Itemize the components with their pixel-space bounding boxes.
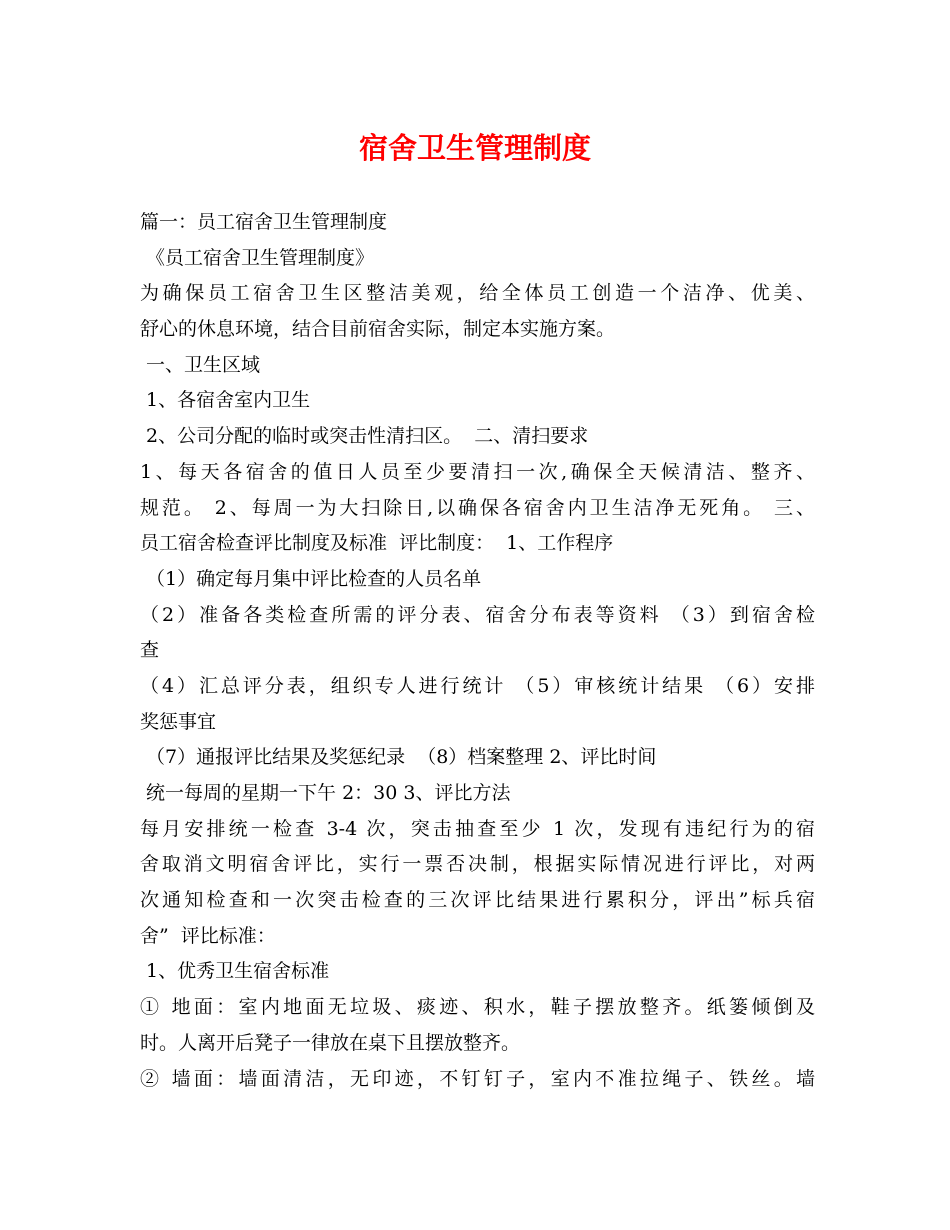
text-line: 员工宿舍检查评比制度及标准 评比制度： 1、工作程序 [140,532,614,555]
text-line: （1）确定每月集中评比检查的人员名单 [140,567,482,590]
text-line: 查 [140,639,160,662]
document-title: 宿舍卫生管理制度 [358,131,591,165]
text-line: ② 墙面：墙面清洁，无印迹，不钉钉子，室内不准拉绳子、铁丝。墙 [140,1067,815,1090]
text-line: 篇一：员工宿舍卫生管理制度 [140,211,388,233]
text-line: 《员工宿舍卫生管理制度》 [140,246,375,269]
text-line: 舍取消文明宿舍评比，实行一票否决制，根据实际情况进行评比，对两 [140,853,815,876]
text-line: 1、每天各宿舍的值日人员至少要清扫一次,确保全天候清洁、整齐、 [140,460,815,483]
text-line: （2）准备各类检查所需的评分表、宿舍分布表等资料 （3）到宿舍检 [140,603,815,626]
text-line: 次通知检查和一次突击检查的三次评比结果进行累积分，评出”标兵宿 [140,889,815,912]
text-line: 为确保员工宿舍卫生区整洁美观，给全体员工创造一个洁净、优美、 [140,282,815,305]
text-line: 每月安排统一检查 3-4 次，突击抽查至少 1 次，发现有违纪行为的宿 [140,817,815,840]
text-line: （4）汇总评分表，组织专人进行统计 （5）审核统计结果 （6）安排 [140,674,815,697]
text-line: 1、各宿舍室内卫生 [140,389,311,412]
text-line: 舒心的休息环境，结合目前宿舍实际，制定本实施方案。 [140,318,616,341]
text-line: 时。人离开后凳子一律放在桌下且摆放整齐。 [140,1031,521,1054]
text-line: 奖惩事宜 [140,710,217,733]
text-line: 统一每周的星期一下午 2：30 3、评比方法 [140,782,511,804]
text-line: 1、优秀卫生宿舍标准 [140,960,330,983]
document-body [140,205,815,1097]
text-line: 2、公司分配的临时或突击性清扫区。 二、清扫要求 [140,425,589,448]
text-line: 舍” 评比标准： [140,924,276,947]
text-line: 一、卫生区域 [140,353,261,376]
text-line: （7）通报评比结果及奖惩纪录 （8）档案整理 2、评比时间 [140,746,657,769]
text-line: ① 地面：室内地面无垃圾、痰迹、积水，鞋子摆放整齐。纸篓倾倒及 [140,996,815,1019]
text-line: 规范。 2、每周一为大扫除日,以确保各宿舍内卫生洁净无死角。 三、 [140,496,815,519]
